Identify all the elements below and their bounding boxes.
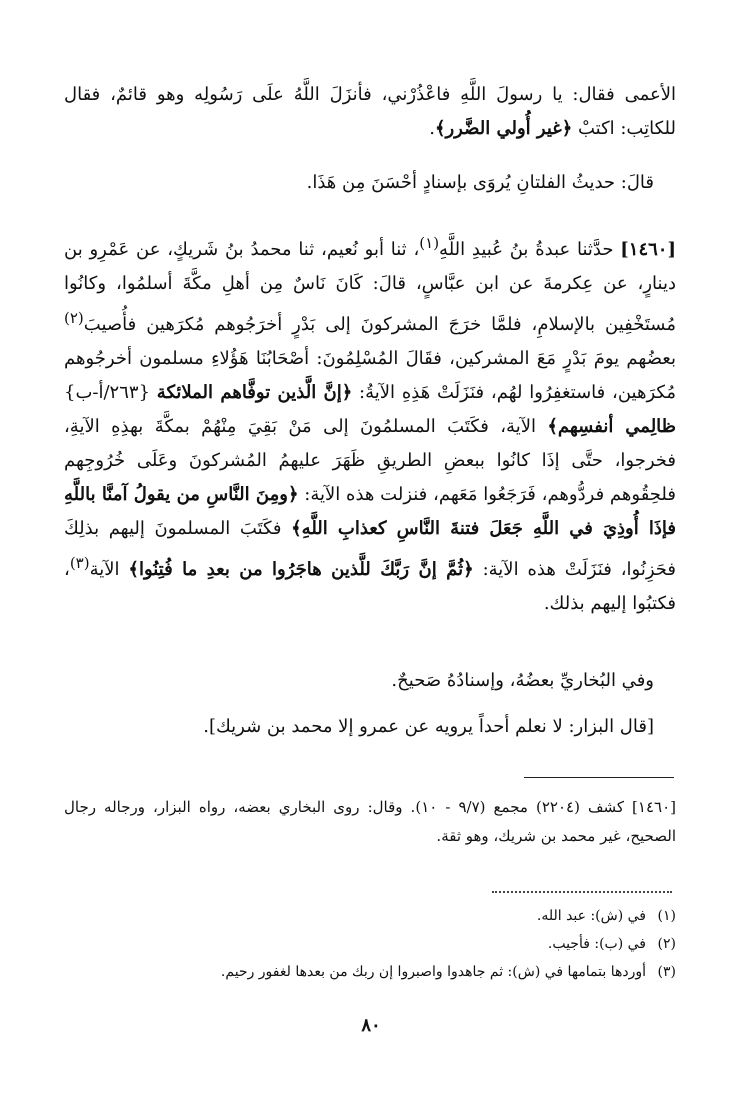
hadith-text-f: الآية (89, 559, 129, 580)
footnote-item (64, 902, 676, 930)
bazzar-paragraph (64, 710, 676, 744)
footnote-number: (٣) (657, 964, 676, 980)
folio-marker: {٢٦٣/أ-ب} (64, 382, 157, 403)
footnote-separator-line (524, 777, 674, 778)
page-number: ٨٠ (361, 1015, 381, 1036)
quran-quote-2: ﴿ومِنَ النَّاسِ من يقولُ آمنَّا باللَّهِ فإذَا أُوذِيَ في اللَّهِ جَعَلَ فتنةَ النَّاسِ كعذابِ اللَّهِ﴾ (64, 484, 676, 539)
hadith-text-g: ، فكتبُوا إليهم بذلك. (64, 559, 676, 614)
footnote-text: في (ش): عبد الله. (536, 908, 646, 924)
footnote-ref-2: (٢) (64, 309, 84, 327)
dotted-separator-line (492, 891, 672, 893)
bazzar-note: [قال البزار: لا نعلم أحداً يرويه عن عمرو إلا محمد بن شريك]. (203, 716, 654, 737)
footnote-text: أوردها بتمامها في (ش): ثم جاهدوا واصبروا إن ربك من بعدها لغفور رحيم. (220, 964, 646, 980)
bukhari-note: وفي البُخاريِّ بعضُهُ، وإسنادُهُ صَحيحٌ. (391, 670, 654, 691)
comment-text: قالَ: حديثُ الفلتانِ يُروَى بإسنادٍ أحْسَنَ مِن هَذَا. (306, 172, 654, 193)
comment-paragraph (64, 166, 676, 200)
footnote-ref-1: (١) (419, 234, 440, 252)
quran-quote-opening: ﴿غير أُولي الضَّرر﴾ (434, 118, 573, 139)
footnote-ref-3: (٣) (69, 554, 90, 572)
footnote-item (64, 958, 676, 986)
opening-end: . (429, 118, 435, 139)
opening-paragraph (64, 78, 676, 146)
footnote-number: (١) (657, 908, 676, 924)
hadith-text-b: ، ثنا أبو نُعيم، ثنا محمدُ بنُ شَريكٍ، عن عَمْرِو بن دينارٍ، عن عِكرمةَ عن ابن عبَّاسٍ، قالَ: كَانَ نَاسٌ مِن أهلِ مكَّةَ أسلمُوا، وكانُوا مُستَخْفِين بالإسلامِ، فلمَّا خرَجَ المشركونَ إلى بَدْرٍ أخرَجُوهم مُكرَهين فأُصيبَ (64, 239, 676, 335)
footnote-number: (٢) (657, 936, 676, 952)
quran-quote-1: ﴿إنَّ الَّذين توفَّاهم الملائكة (156, 382, 353, 403)
footnotes-list (64, 902, 676, 986)
footnote-text: في (ب): فأجيب. (547, 936, 646, 952)
hadith-text-a: حدَّثنا عبدةُ بنُ عُبيدِ اللَّهِ (439, 239, 621, 260)
quran-quote-3: ﴿ثُمَّ إنَّ رَبَّكَ للَّذين هاجَرُوا من بعدِ ما فُتِنُوا﴾ (128, 559, 474, 580)
hadith-text-c: بعضُهم يومَ بَدْرٍ مَعَ المشركين، فقَالَ المُسْلِمُونَ: أصْحَابُنَا هَؤُلاءِ مسلمون أخرجُوهم مُكرَهين، فاستغفِرُوا لهُم، فنَزَلَتْ هَذِهِ الآيةُ: (64, 348, 676, 403)
hadith-paragraph (64, 226, 676, 621)
opening-text: الأعمى فقال: يا رسولَ اللَّهِ فاعْذُرْني، فأنزَلَ اللَّهُ علَى رَسُولِه وهو قائمٌ، فقال للكاتِب: اكتبْ (64, 84, 676, 139)
hadith-text-d: الآية، فكَتَبَ المسلمُونَ إلى مَنْ بَقِيَ مِنْهُمْ بمكَّةَ بهذِهِ الآيةِ، فخرجوا، حتَّى إذَا كانُوا ببعضِ الطريقِ ظَهَرَ عليهمُ المُشركونَ وعَلَى خُرُوجِهم فلحِقُوهم فردُّوهم، فَرَجَعُوا مَعَهم، فنزلت هذه الآية: (64, 416, 676, 505)
bukhari-paragraph (64, 664, 676, 698)
quran-quote-1-end: ظالِمي أنفسِهم﴾ (547, 416, 676, 437)
hadith-text-e: فكَتَبَ المسلمونَ إليهم بذلِكَ فحَزِنُوا، فنَزَلَتْ هذه الآية: (64, 518, 676, 580)
source-note: [١٤٦٠] كشف (٢٢٠٤) مجمع (٩/٧ - ١٠). وقال: روى البخاري بعضه، رواه البزار، ورجاله رجال الصحيح، غير محمد بن شريك، وهو ثقة. (64, 798, 676, 845)
footnote-item (64, 930, 676, 958)
hadith-number: [١٤٦٠] (620, 239, 676, 260)
